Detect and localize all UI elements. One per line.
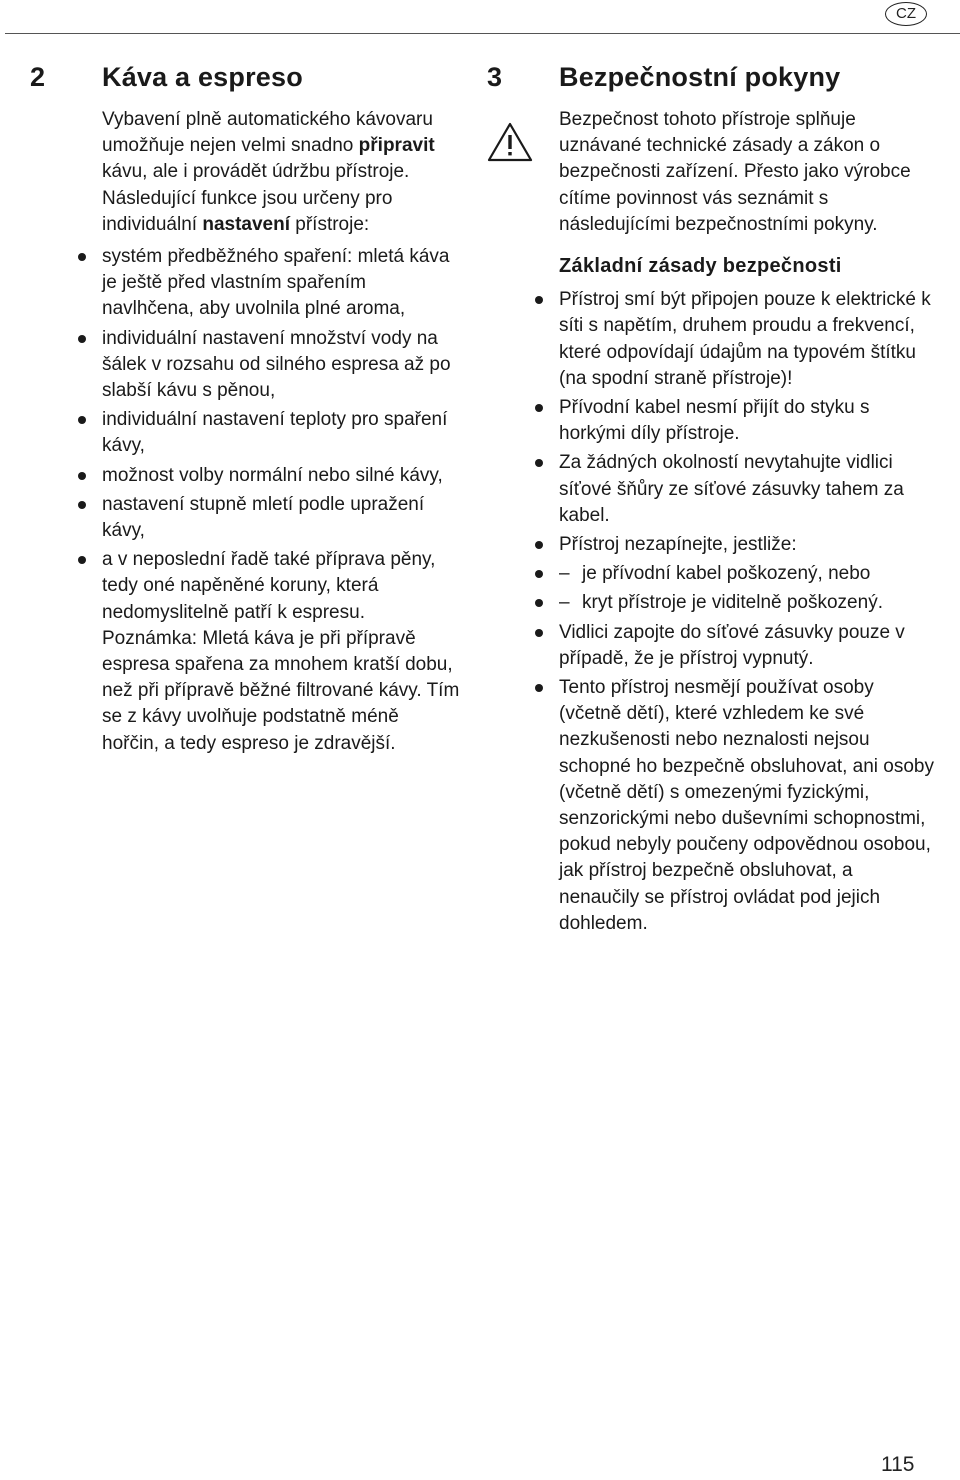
intro-paragraph xyxy=(102,107,460,186)
section-heading xyxy=(487,62,937,93)
list-item: Přístroj smí být připojen pouze k elektrické k síti s napětím, druhem proudu a frekvencí, které odpovídají údajům na typovém štítku (na spodní straně přístroje)! xyxy=(559,287,937,392)
dash-item xyxy=(559,561,937,587)
list-item: individuální nastavení množství vody na šálek v rozsahu od silného espresa až po slabší kávu s pěnou, xyxy=(102,326,460,405)
page-number: 115 xyxy=(881,1453,915,1476)
section-number: 2 xyxy=(30,62,46,92)
list-item: individuální nastavení teploty pro spaření kávy, xyxy=(102,407,460,459)
intro-bold: připravit xyxy=(358,135,435,157)
condition-list xyxy=(559,561,937,616)
section-heading xyxy=(30,62,460,93)
note-paragraph: Poznámka: Mletá káva je při přípravě espresa spařena za mnohem kratší dobu, než při přípravě běžné filtrované kávy. Tím se z kávy uvolňuje podstatně méně hořčin, a tedy espreso je zdravější. xyxy=(102,627,460,754)
section-title: Bezpečnostní pokyny xyxy=(559,62,841,92)
list-item: a v neposlední řadě také příprava pěny, tedy oné napěněné koruny, která nedomyslitelně patří k espresu. xyxy=(102,547,460,626)
dash-item-text: kryt přístroje je viditelně poškozený. xyxy=(582,592,883,614)
list-item: Přívodní kabel nesmí přijít do styku s horkými díly přístroje. xyxy=(559,395,937,447)
list-item xyxy=(559,532,937,617)
intro-text: Vybavení plně automatického kávovaru umožňuje nejen velmi snadno xyxy=(102,109,433,157)
dash-marker: – xyxy=(559,592,570,614)
section-body xyxy=(102,107,460,757)
list-item: možnost volby normální nebo silné kávy, xyxy=(102,463,460,489)
list-item: Vidlici zapojte do síťové zásuvky pouze v případě, že je přístroj vypnutý. xyxy=(559,620,937,672)
dash-marker: – xyxy=(559,563,570,585)
safety-list xyxy=(559,287,937,937)
list-item: Tento přístroj nesmějí používat osoby (včetně dětí), které vzhledem ke své nezkušenosti nebo neznalosti nejsou schopné ho bezpečně obsluhovat, ani osoby (včetně dětí) s omezenými fyzickými, senzorickými nebo duševními schopnostmi, pokud nebyly poučeny odpovědnou osobou, jak přístroj bezpečně obsluhovat, a nenaučily se přístroj ovládat pod jejich dohledem. xyxy=(559,675,937,937)
list-item: Za žádných okolností nevytahujte vidlici síťové šňůry ze síťové zásuvky tahem za kabel. xyxy=(559,450,937,529)
section-title: Káva a espreso xyxy=(102,62,303,92)
intro-paragraph: Bezpečnost tohoto přístroje splňuje uznávané technické zásady a zákon o bezpečnosti zařízení. Přesto jako výrobce cítíme povinnost vás seznámit s následujícími bezpečnostními pokyny. xyxy=(559,109,911,235)
functions-text: Následující funkce jsou určeny pro individuální xyxy=(102,187,393,235)
functions-text-end: přístroje: xyxy=(290,213,370,235)
list-item: nastavení stupně mletí podle upražení kávy, xyxy=(102,492,460,544)
feature-list xyxy=(102,244,460,626)
dash-item-text: je přívodní kabel poškozený, nebo xyxy=(582,563,871,585)
intro-text-end: kávu, ale i provádět údržbu přístroje. xyxy=(102,161,410,183)
section-number: 3 xyxy=(487,62,503,92)
section-body xyxy=(559,107,937,937)
dash-item xyxy=(559,590,937,616)
condition-intro: Přístroj nezapínejte, jestliže: xyxy=(559,534,797,556)
functions-bold: nastavení xyxy=(202,213,290,235)
header-rule xyxy=(5,33,960,34)
subsection-title: Základní zásady bezpečnosti xyxy=(559,255,842,278)
warning-triangle-icon xyxy=(487,122,533,162)
section-safety xyxy=(487,62,937,937)
language-badge: CZ xyxy=(885,2,927,26)
functions-paragraph xyxy=(102,186,460,238)
section-coffee xyxy=(30,62,460,757)
list-item: systém předběžného spaření: mletá káva je ještě před vlastním spařením navlhčena, aby uvolnila plné aroma, xyxy=(102,244,460,323)
